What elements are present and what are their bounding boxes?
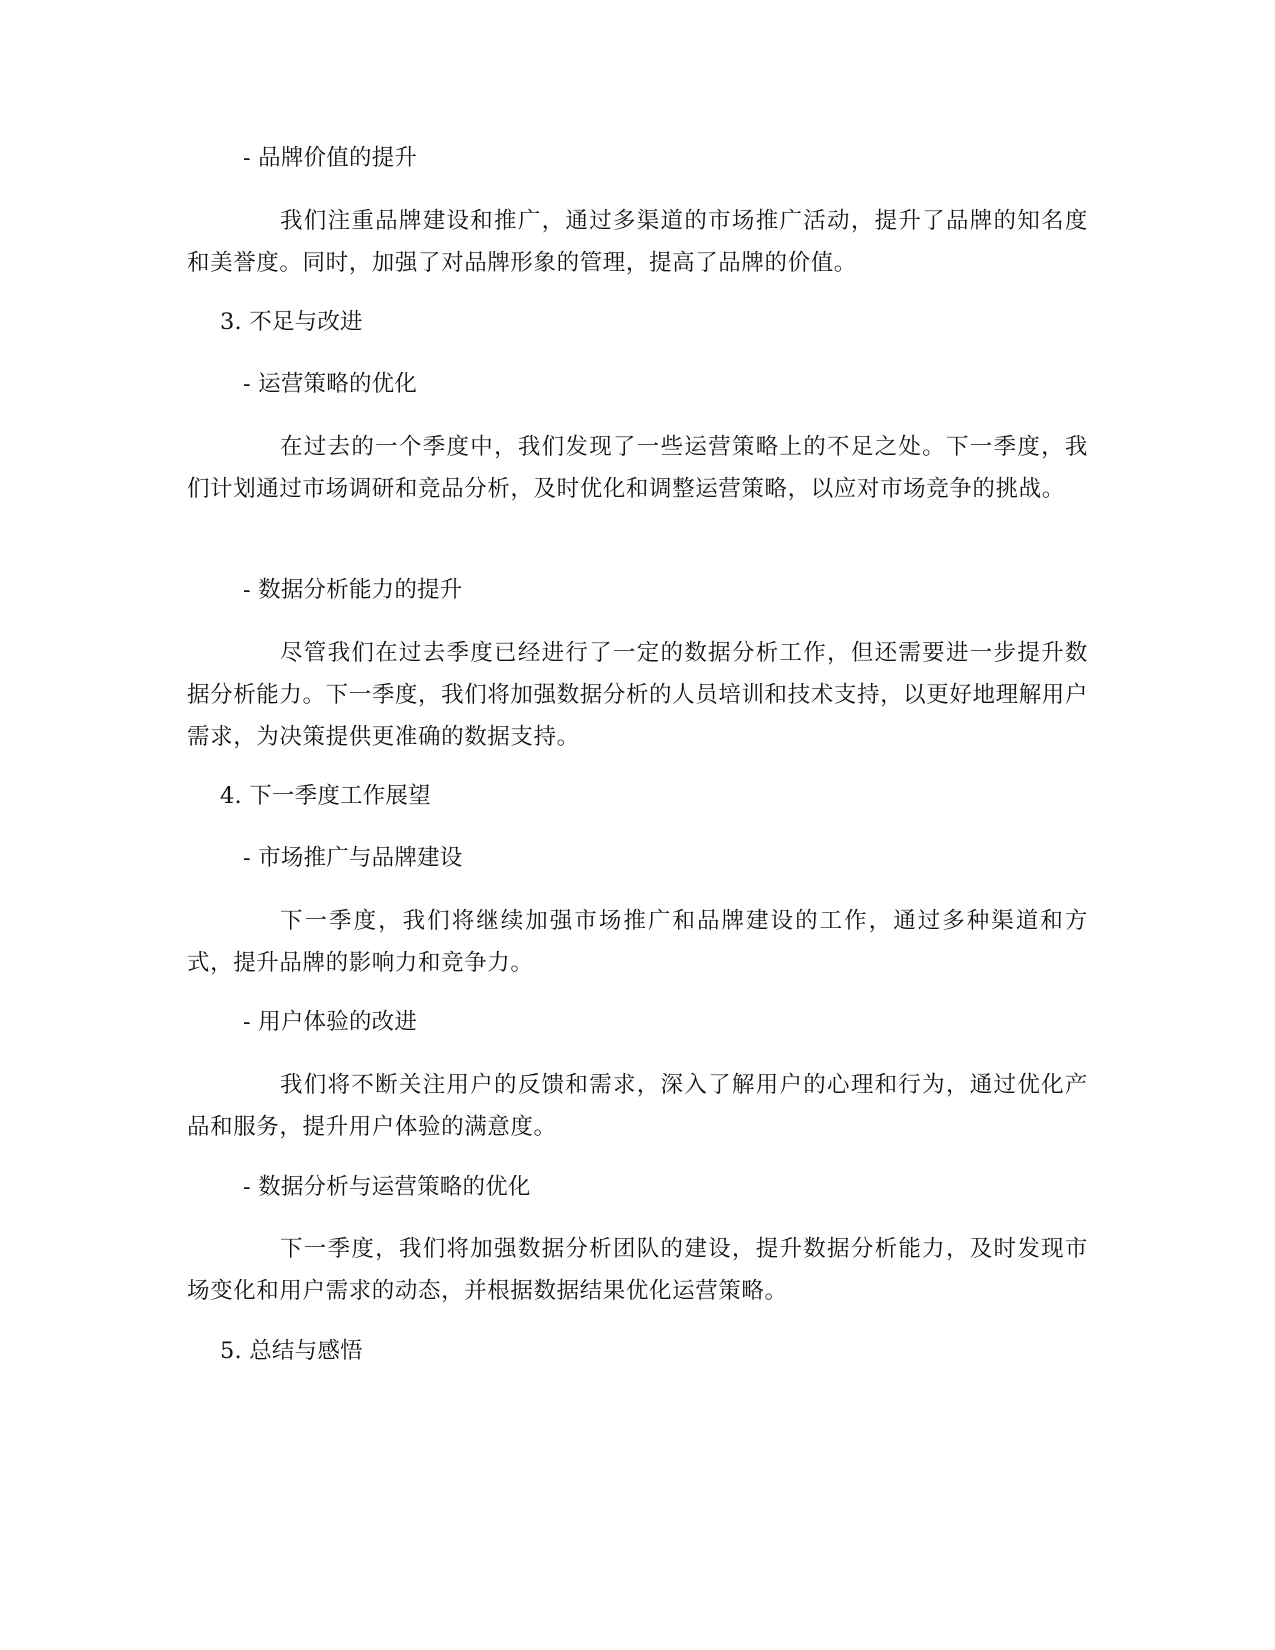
subheading-data-analysis: - 数据分析能力的提升 (243, 577, 463, 603)
paragraph-brand-value: 我们注重品牌建设和推广，通过多渠道的市场推广活动，提升了品牌的知名度和美誉度。同时，加强了对品牌形象的管理，提高了品牌的价值。 (187, 208, 1088, 276)
subheading-data-ops-optimization: - 数据分析与运营策略的优化 (243, 1174, 531, 1200)
paragraph-user-experience: 我们将不断关注用户的反馈和需求，深入了解用户的心理和行为，通过优化产品和服务，提升用户体验的满意度。 (187, 1072, 1088, 1140)
section-heading-4: 4. 下一季度工作展望 (220, 783, 431, 809)
paragraph-ops-strategy: 在过去的一个季度中，我们发现了一些运营策略上的不足之处。下一季度，我们计划通过市场调研和竞品分析，及时优化和调整运营策略，以应对市场竞争的挑战。 (187, 434, 1088, 502)
subheading-ops-strategy: - 运营策略的优化 (243, 371, 418, 397)
subheading-marketing-brand: - 市场推广与品牌建设 (243, 845, 463, 871)
paragraph-data-analysis: 尽管我们在过去季度已经进行了一定的数据分析工作，但还需要进一步提升数据分析能力。下一季度，我们将加强数据分析的人员培训和技术支持，以更好地理解用户需求，为决策提供更准确的数据支持。 (187, 640, 1088, 750)
subheading-brand-value: - 品牌价值的提升 (243, 145, 418, 171)
subheading-user-experience: - 用户体验的改进 (243, 1009, 418, 1035)
paragraph-marketing-brand: 下一季度，我们将继续加强市场推广和品牌建设的工作，通过多种渠道和方式，提升品牌的影响力和竞争力。 (187, 908, 1088, 976)
section-heading-5: 5. 总结与感悟 (220, 1338, 363, 1364)
paragraph-data-ops-optimization: 下一季度，我们将加强数据分析团队的建设，提升数据分析能力，及时发现市场变化和用户需求的动态，并根据数据结果优化运营策略。 (187, 1236, 1088, 1304)
section-heading-3: 3. 不足与改进 (220, 309, 363, 335)
